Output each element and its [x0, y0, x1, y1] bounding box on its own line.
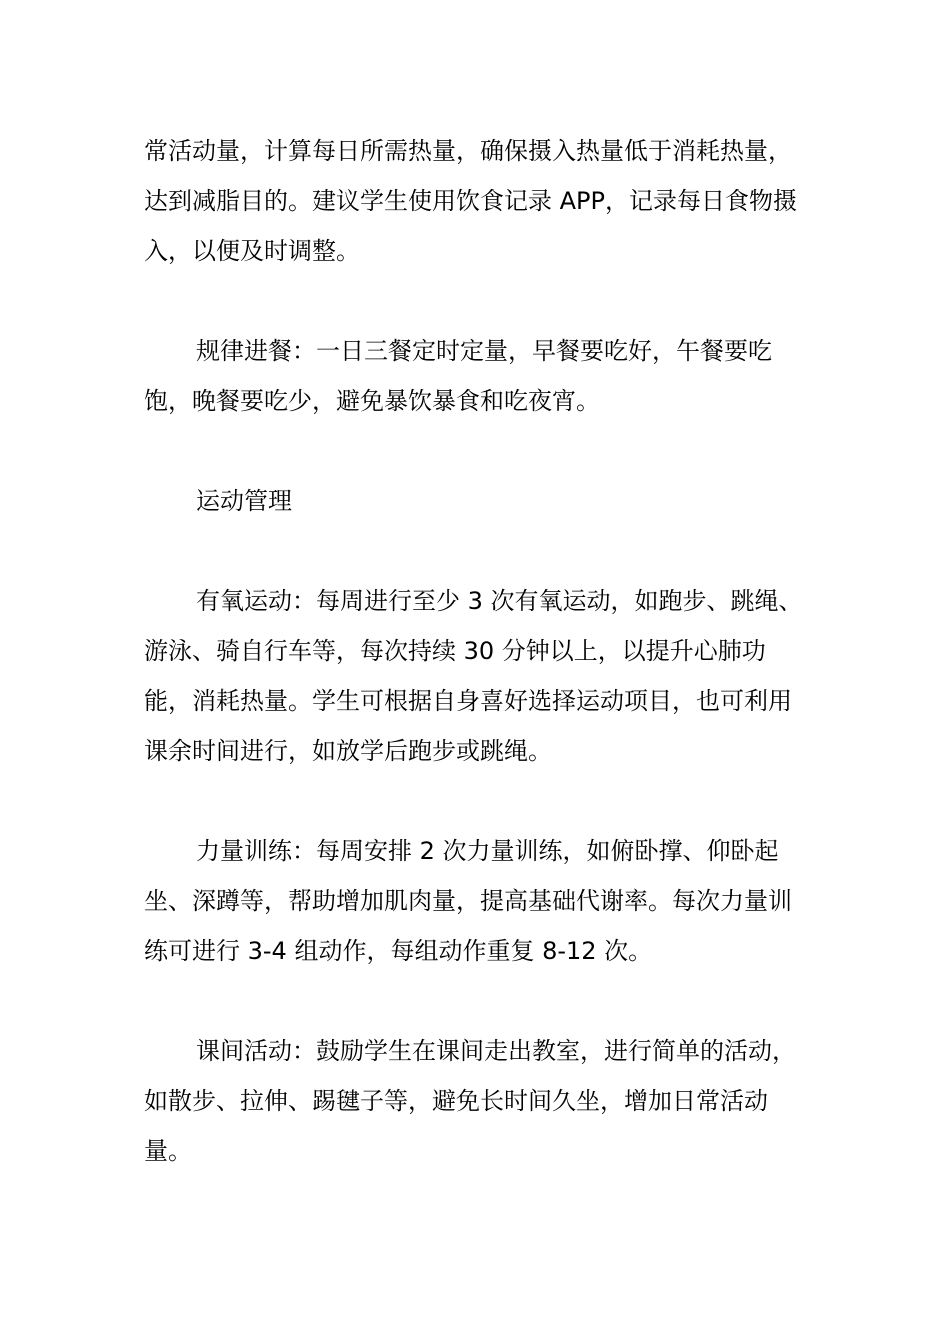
paragraph-break-activities: 课间活动：鼓励学生在课间走出教室，进行简单的活动，如散步、拉伸、踢毽子等，避免长时间久坐，增加日常活动量。 — [144, 1037, 796, 1165]
paragraph-regular-meals: 规律进餐：一日三餐定时定量，早餐要吃好，午餐要吃饱，晚餐要吃少，避免暴饮暴食和吃夜宵。 — [144, 337, 772, 415]
document-body — [144, 126, 808, 1226]
paragraph-continuation: 常活动量，计算每日所需热量，确保摄入热量低于消耗热量，达到减脂目的。建议学生使用饮食记录 APP，记录每日食物摄入，以便及时调整。 — [144, 137, 797, 265]
section-heading-exercise: 运动管理 — [196, 487, 292, 515]
paragraph-aerobic-exercise: 有氧运动：每周进行至少 3 次有氧运动，如跑步、跳绳、游泳、骑自行车等，每次持续 30 分钟以上，以提升心肺功能，消耗热量。学生可根据自身喜好选择运动项目，也可利用课余时间进行，如放学后跑步或跳绳。 — [144, 587, 803, 765]
paragraph-strength-training: 力量训练：每周安排 2 次力量训练，如俯卧撑、仰卧起坐、深蹲等，帮助增加肌肉量，提高基础代谢率。每次力量训练可进行 3-4 组动作，每组动作重复 8-12 次。 — [144, 837, 792, 965]
